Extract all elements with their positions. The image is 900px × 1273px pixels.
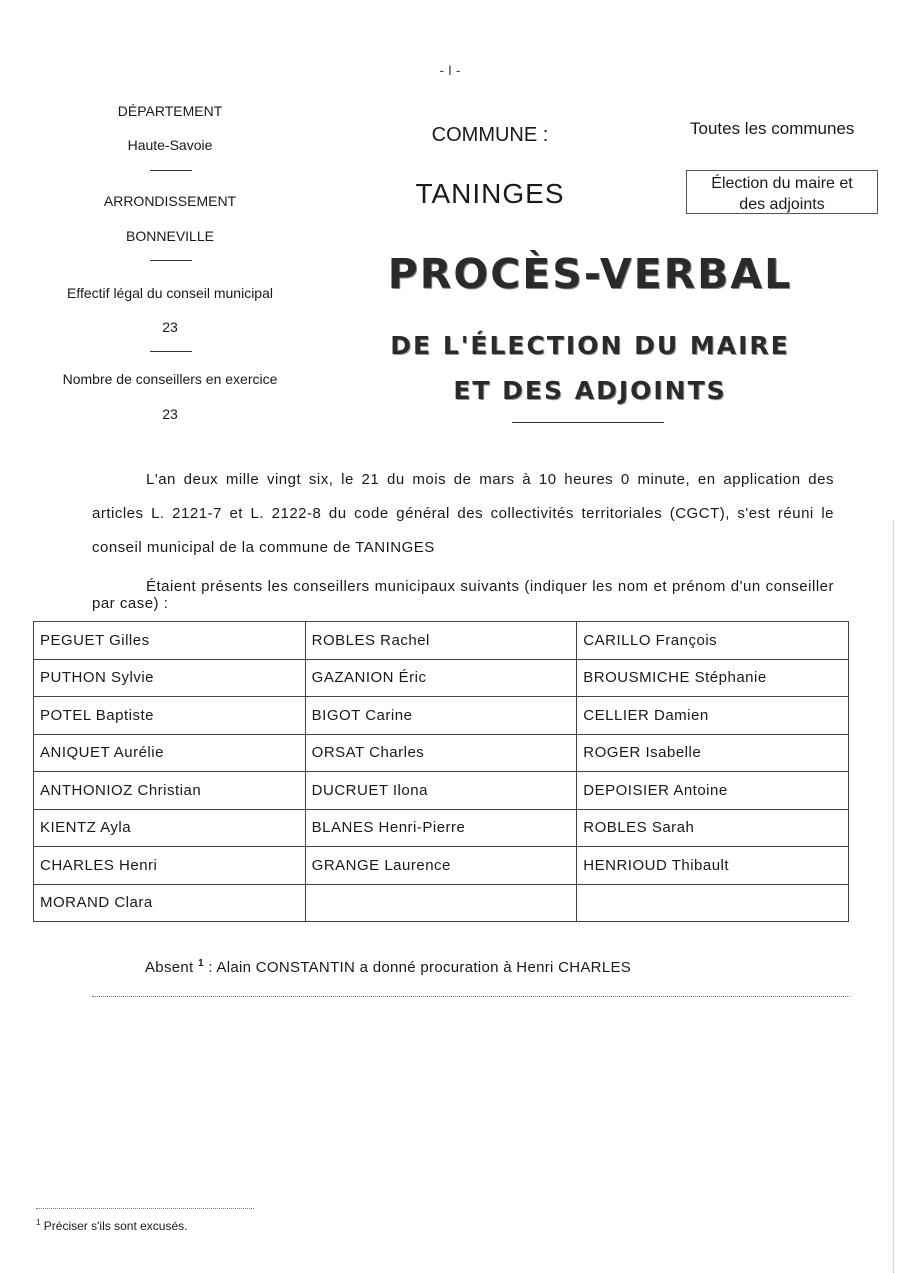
members-table	[33, 621, 849, 922]
divider	[150, 170, 192, 171]
footnote-text: Préciser s'ils sont excusés.	[43, 1219, 188, 1233]
scan-edge-line	[893, 520, 894, 1273]
effectif-label: Effectif légal du conseil municipal	[67, 285, 273, 301]
member-cell: ANTHONIOZ Christian	[34, 772, 306, 810]
absent-note-ref: 1	[197, 958, 204, 969]
scope-box-line2: des adjoints	[739, 196, 825, 213]
member-cell: HENRIOUD Thibault	[577, 847, 849, 885]
member-cell: GRANGE Laurence	[305, 847, 577, 885]
member-cell: ANIQUET Aurélie	[34, 734, 306, 772]
scope-box	[686, 170, 878, 214]
member-cell: GAZANION Éric	[305, 659, 577, 697]
member-cell: DUCRUET Ilona	[305, 772, 577, 810]
dotted-fill-line	[92, 996, 850, 997]
member-cell: DEPOISIER Antoine	[577, 772, 849, 810]
present-text: Étaient présents les conseillers municipaux suivants (indiquer les nom et prénom d'un conseiller par case) :	[92, 578, 834, 612]
document-title: PROCÈS-VERBAL	[387, 250, 793, 298]
divider	[150, 260, 192, 261]
member-cell: CHARLES Henri	[34, 847, 306, 885]
member-cell	[577, 884, 849, 922]
member-cell: MORAND Clara	[34, 884, 306, 922]
table-row	[34, 772, 849, 810]
table-row	[34, 884, 849, 922]
member-cell: BROUSMICHE Stéphanie	[577, 659, 849, 697]
commune-name: TANINGES	[415, 178, 565, 209]
departement-value: Haute-Savoie	[127, 137, 213, 153]
title-underline	[512, 422, 664, 423]
member-cell: PUTHON Sylvie	[34, 659, 306, 697]
intro-paragraph	[92, 463, 834, 565]
absent-text: : Alain CONSTANTIN a donné procuration à Henri CHARLES	[208, 959, 632, 976]
member-cell: BLANES Henri-Pierre	[305, 809, 577, 847]
table-row	[34, 734, 849, 772]
effectif-value: 23	[162, 319, 178, 335]
commune-label: COMMUNE :	[431, 124, 549, 146]
present-paragraph	[92, 578, 834, 612]
absent-label: Absent	[145, 959, 194, 976]
member-cell: PEGUET Gilles	[34, 622, 306, 660]
exercice-value: 23	[162, 406, 178, 422]
footnote-rule	[36, 1208, 254, 1209]
page-number: - I -	[439, 62, 461, 78]
exercice-label: Nombre de conseillers en exercice	[62, 371, 278, 387]
arrondissement-value: BONNEVILLE	[126, 228, 214, 244]
document-subtitle-line1: DE L'ÉLECTION DU MAIRE	[390, 331, 790, 360]
table-row	[34, 622, 849, 660]
member-cell: BIGOT Carine	[305, 697, 577, 735]
departement-label: DÉPARTEMENT	[117, 103, 223, 119]
member-cell: CELLIER Damien	[577, 697, 849, 735]
footnote	[36, 1218, 187, 1233]
member-cell: ROBLES Rachel	[305, 622, 577, 660]
member-cell: CARILLO François	[577, 622, 849, 660]
member-cell: KIENTZ Ayla	[34, 809, 306, 847]
footnote-ref: 1	[36, 1218, 41, 1227]
member-cell: ROBLES Sarah	[577, 809, 849, 847]
scope-box-line1: Élection du maire et	[711, 175, 853, 192]
member-cell: ROGER Isabelle	[577, 734, 849, 772]
table-row	[34, 697, 849, 735]
member-cell: POTEL Baptiste	[34, 697, 306, 735]
table-row	[34, 847, 849, 885]
scope-label: Toutes les communes	[690, 119, 855, 138]
intro-text: L'an deux mille vingt six, le 21 du mois de mars à 10 heures 0 minute, en application des articles L. 2121-7 et L. 2122-8 du code général des collectivités territoriales (CGCT), s'est réuni le conseil municipal de la commune de TANINGES	[92, 471, 834, 556]
table-row	[34, 809, 849, 847]
document-subtitle-line2: ET DES ADJOINTS	[453, 376, 727, 405]
absent-line	[145, 958, 631, 976]
member-cell: ORSAT Charles	[305, 734, 577, 772]
divider	[150, 351, 192, 352]
table-row	[34, 659, 849, 697]
member-cell	[305, 884, 577, 922]
arrondissement-label: ARRONDISSEMENT	[103, 193, 237, 209]
